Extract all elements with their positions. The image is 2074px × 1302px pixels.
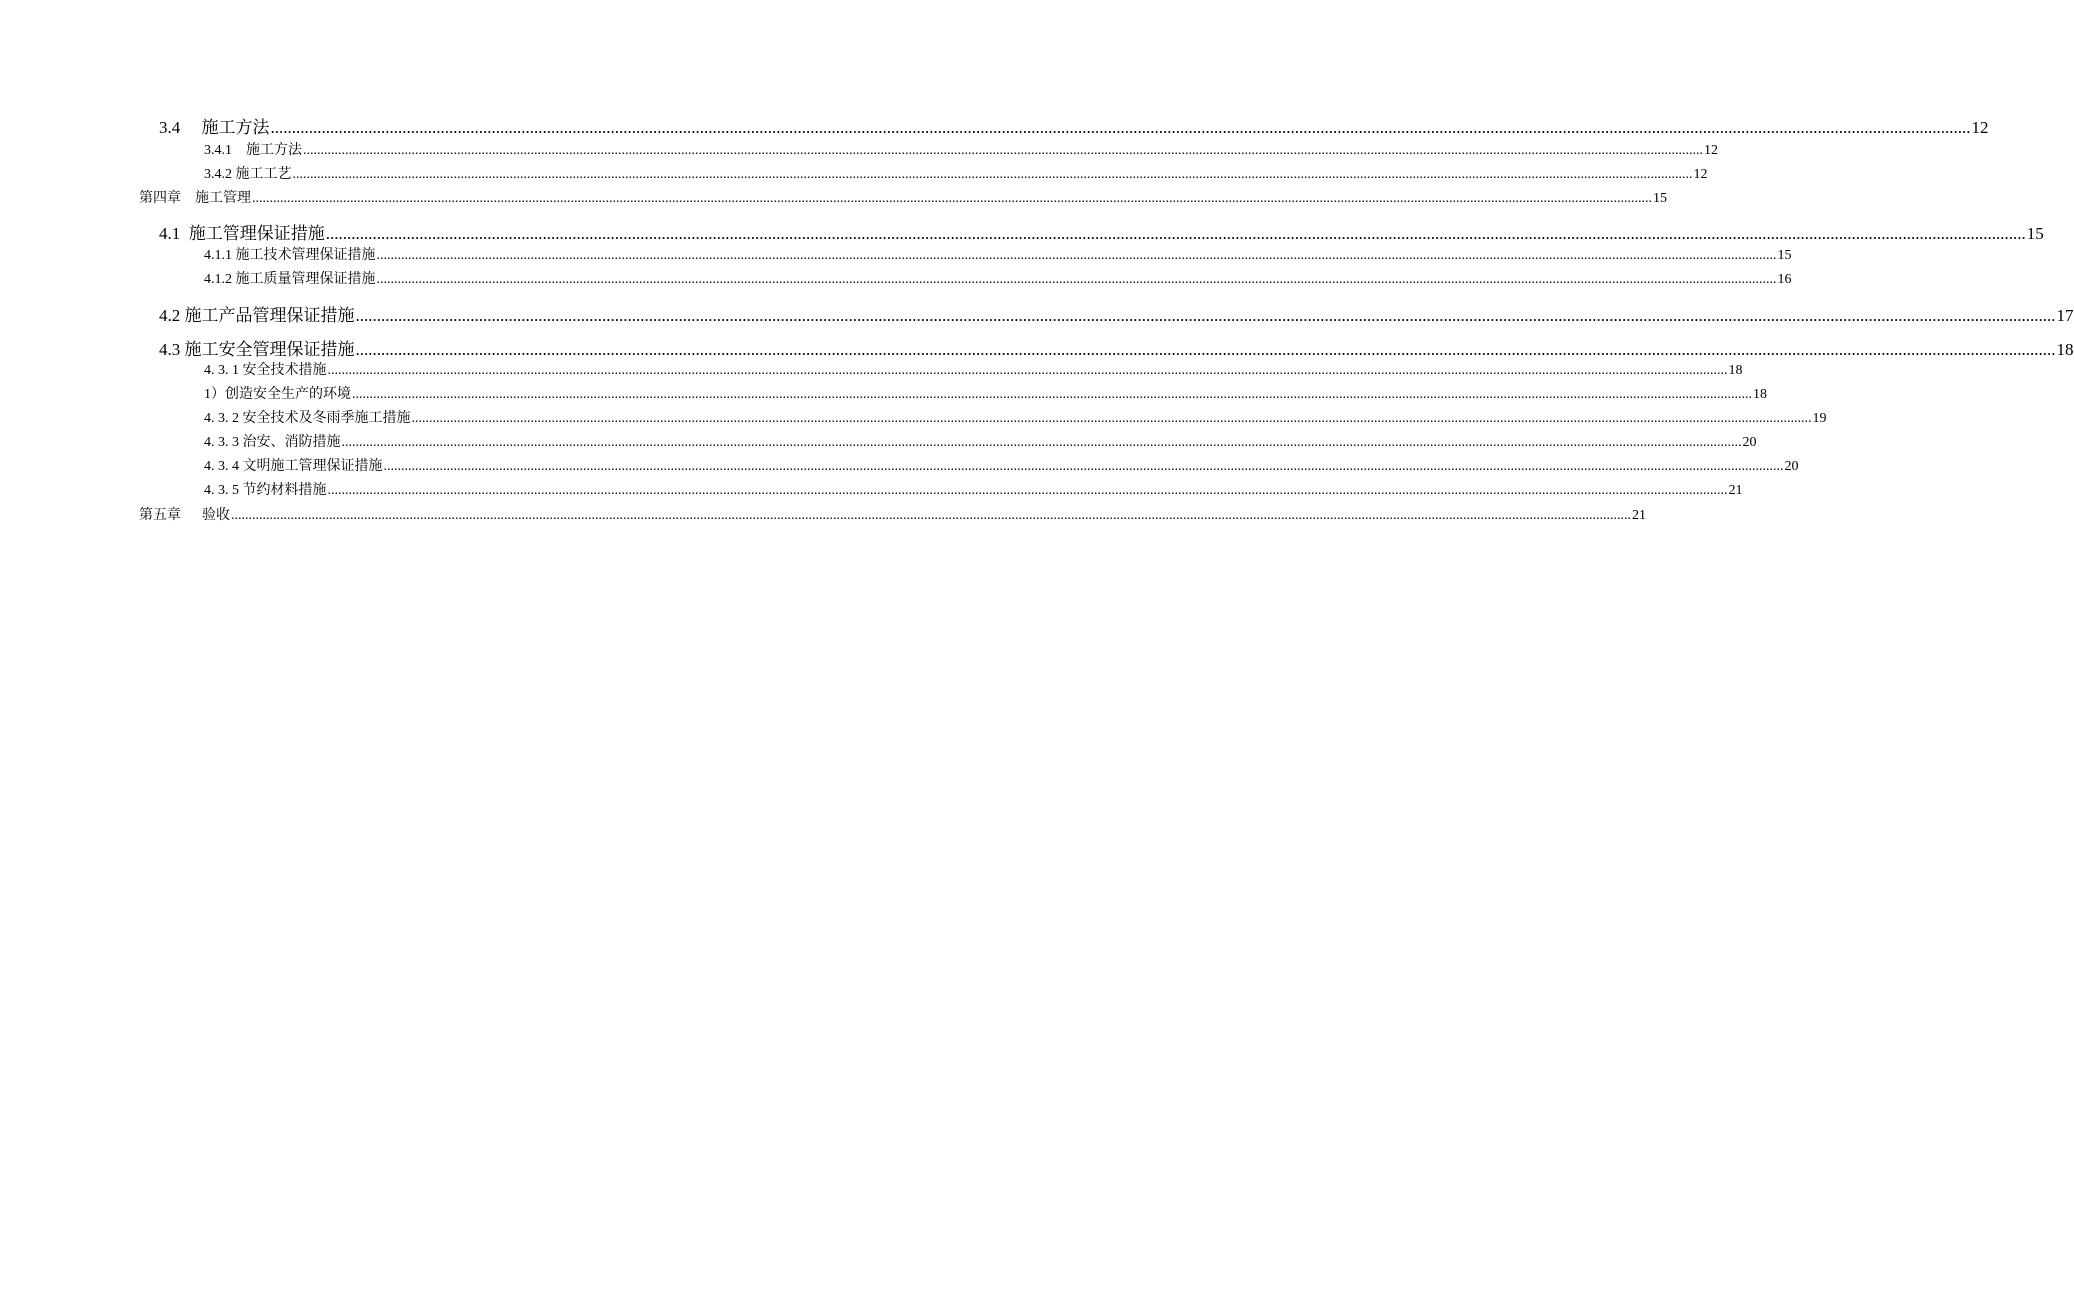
toc-leader-dots: ................................................................................................................................................................................................................................................................................................................................................................................................................ — [292, 167, 1693, 182]
toc-leader-dots: ................................................................................................................................................................................................................................................................................................................................................................................................................ — [383, 459, 1784, 474]
toc-leader-dots: ................................................................................................................................................................................................................................................................................................................................................................................................................ — [325, 224, 2026, 243]
toc-leader-dots: ................................................................................................................................................................................................................................................................................................................................................................................................................ — [327, 483, 1728, 498]
toc-page-number: 16 — [1777, 272, 1792, 287]
toc-entry-label: 第四章 施工管理 — [139, 191, 251, 206]
toc-entry-label: 4. 3. 1 安全技术措施 — [204, 363, 327, 378]
toc-entry-chapter-5[interactable] — [0, 504, 1646, 524]
toc-leader-dots: ................................................................................................................................................................................................................................................................................................................................................................................................................ — [376, 272, 1777, 287]
toc-entry-3-4-1[interactable] — [0, 139, 1718, 159]
toc-entry-label: 4.1 施工管理保证措施 — [159, 224, 325, 243]
toc-page-number: 18 — [1753, 387, 1767, 402]
toc-page-number: 12 — [1693, 167, 1708, 182]
toc-entry-4-3-2[interactable] — [0, 407, 1827, 427]
toc-entry-4-3-1[interactable] — [0, 359, 1743, 379]
toc-page-number: 18 — [1728, 363, 1743, 378]
toc-leader-dots: ................................................................................................................................................................................................................................................................................................................................................................................................................ — [352, 387, 1752, 402]
toc-page-number: 18 — [2056, 340, 2074, 359]
toc-entry-4-1-2[interactable] — [0, 268, 1792, 288]
toc-page-number: 20 — [1784, 459, 1799, 474]
toc-leader-dots: ................................................................................................................................................................................................................................................................................................................................................................................................................ — [303, 143, 1703, 158]
toc-page-number: 15 — [1777, 248, 1792, 263]
toc-leader-dots: ................................................................................................................................................................................................................................................................................................................................................................................................................ — [252, 191, 1652, 206]
toc-entry-label: 4. 3. 4 文明施工管理保证措施 — [204, 459, 383, 474]
toc-entry-4-3-5[interactable] — [0, 479, 1743, 499]
toc-entry-label: 第五章 验收 — [139, 508, 230, 523]
toc-page-number: 12 — [1971, 118, 1989, 137]
toc-entry-4-3[interactable] — [0, 335, 2074, 360]
toc-leader-dots: ................................................................................................................................................................................................................................................................................................................................................................................................................ — [355, 340, 2056, 359]
toc-page-number: 20 — [1742, 435, 1757, 450]
toc-entry-chapter-4[interactable] — [0, 187, 1667, 207]
toc-entry-label: 4. 3. 3 治安、消防措施 — [204, 435, 341, 450]
toc-entry-label: 4. 3. 5 节约材料措施 — [204, 483, 327, 498]
toc-entry-label: 3.4.1 施工方法 — [204, 143, 302, 158]
toc-entry-4-1-1[interactable] — [0, 244, 1792, 264]
toc-page-number: 21 — [1728, 483, 1743, 498]
toc-entry-label: 4.2 施工产品管理保证措施 — [159, 306, 355, 325]
toc-leader-dots: ................................................................................................................................................................................................................................................................................................................................................................................................................ — [327, 363, 1728, 378]
toc-page-number: 21 — [1632, 508, 1646, 523]
toc-entry-4-1[interactable] — [0, 219, 2044, 244]
toc-entry-label: 4.1.2 施工质量管理保证措施 — [204, 272, 376, 287]
toc-leader-dots: ................................................................................................................................................................................................................................................................................................................................................................................................................ — [376, 248, 1777, 263]
toc-entry-label: 4.3 施工安全管理保证措施 — [159, 340, 355, 359]
toc-page-number: 15 — [2026, 224, 2044, 243]
toc-page-number: 19 — [1812, 411, 1827, 426]
toc-page-number: 15 — [1653, 191, 1667, 206]
toc-entry-4-2[interactable] — [0, 301, 2074, 326]
toc-entry-label: 4. 3. 2 安全技术及冬雨季施工措施 — [204, 411, 411, 426]
toc-leader-dots: ................................................................................................................................................................................................................................................................................................................................................................................................................ — [341, 435, 1742, 450]
toc-entry-4-3-4[interactable] — [0, 455, 1799, 475]
toc-entry-4-3-3[interactable] — [0, 431, 1757, 451]
toc-leader-dots: ................................................................................................................................................................................................................................................................................................................................................................................................................ — [231, 508, 1631, 523]
toc-leader-dots: ................................................................................................................................................................................................................................................................................................................................................................................................................ — [355, 306, 2056, 325]
toc-leader-dots: ................................................................................................................................................................................................................................................................................................................................................................................................................ — [411, 411, 1812, 426]
toc-page-number: 12 — [1704, 143, 1718, 158]
toc-entry-label: 1）创造安全生产的环境 — [204, 387, 351, 402]
toc-entry-4-3-1-1[interactable] — [0, 383, 1767, 403]
toc-entry-3-4[interactable] — [0, 113, 1989, 138]
toc-entry-label: 3.4 施工方法 — [159, 118, 270, 137]
toc-leader-dots: ................................................................................................................................................................................................................................................................................................................................................................................................................ — [270, 118, 1971, 137]
toc-entry-label: 3.4.2 施工工艺 — [204, 167, 292, 182]
toc-page-number: 17 — [2056, 306, 2074, 325]
toc-entry-3-4-2[interactable] — [0, 163, 1708, 183]
toc-entry-label: 4.1.1 施工技术管理保证措施 — [204, 248, 376, 263]
